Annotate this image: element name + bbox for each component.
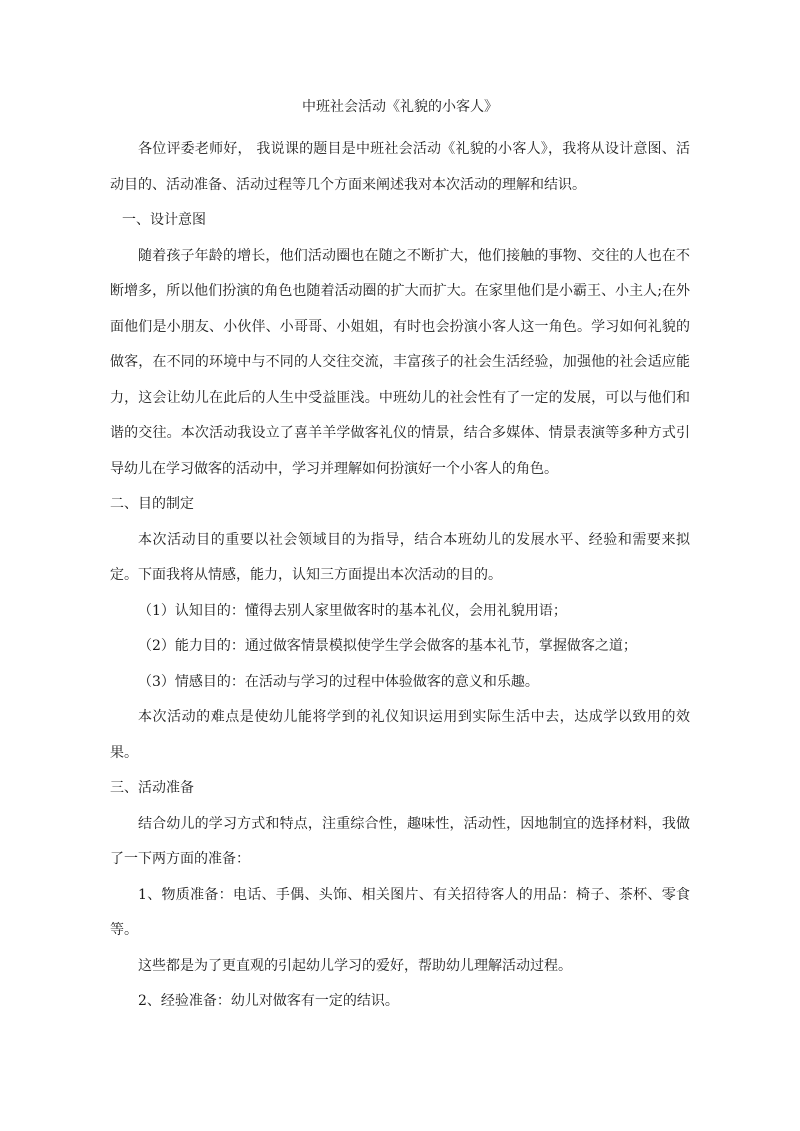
goal-item-emotion: （3）情感目的：在活动与学习的过程中体验做客的意义和乐趣。 xyxy=(138,673,539,690)
document-title: 中班社会活动《礼貌的小客人》 xyxy=(302,99,498,115)
material-note: 这些都是为了更直观的引起幼儿学习的爱好，帮助幼儿理解活动过程。 xyxy=(138,957,572,974)
difficulty-paragraph: 本次活动的难点是使幼儿能将学到的礼仪知识运用到实际生活中去，达成学以致用的效果。 xyxy=(110,709,690,761)
intro-paragraph: 各位评委老师好， 我说课的题目是中班社会活动《礼貌的小客人》，我将从设计意图、活动目的、活动准备、活动过程等几个方面来阐述我对本次活动的理解和结识。 xyxy=(110,141,690,193)
design-intent-paragraph: 随着孩子年龄的增长，他们活动圈也在随之不断扩大，他们接触的事物、交往的人也在不断增多，所以他们扮演的角色也随着活动圈的扩大而扩大。在家里他们是小霸王、小主人;在外面他们是小朋友、小伙伴、小哥哥、小姐姐，有时也会扮演小客人这一角色。学习如何礼貌的做客，在不同的环境中与不同的人交往交流，丰富孩子的社会生活经验，加强他的社会适应能力，这会让幼儿在此后的人生中受益匪浅。中班幼儿的社会性有了一定的发展，可以与他们和谐的交往。本次活动我设立了喜羊羊学做客礼仪的情景，结合多媒体、情景表演等多种方式引导幼儿在学习做客的活动中，学习并理解如何扮演好一个小客人的角色。 xyxy=(110,247,690,477)
goal-item-cognitive: （1）认知目的：懂得去别人家里做客时的基本礼仪，会用礼貌用语； xyxy=(138,602,567,619)
goal-item-ability: （2）能力目的：通过做客情景模拟使学生学会做客的基本礼节，掌握做客之道； xyxy=(138,638,637,654)
experience-preparation: 2、经验准备：幼儿对做客有一定的结识。 xyxy=(138,993,399,1009)
section-heading-preparation: 三、活动准备 xyxy=(110,780,194,796)
goals-paragraph: 本次活动目的重要以社会领域目的为指导，结合本班幼儿的发展水平、经验和需要来拟定。下面我将从情感，能力，认知三方面提出本次活动的目的。 xyxy=(110,531,690,583)
material-preparation: 1、物质准备：电话、手偶、头饰、相关图片、有关招待客人的用品：椅子、茶杯、零食等。 xyxy=(110,886,690,938)
section-heading-design-intent: 一、设计意图 xyxy=(122,212,206,228)
preparation-paragraph: 结合幼儿的学习方式和特点，注重综合性，趣味性，活动性，因地制宜的选择材料，我做了一下两方面的准备： xyxy=(110,815,690,867)
document-page xyxy=(110,96,690,1020)
section-heading-goals: 二、目的制定 xyxy=(110,496,194,512)
